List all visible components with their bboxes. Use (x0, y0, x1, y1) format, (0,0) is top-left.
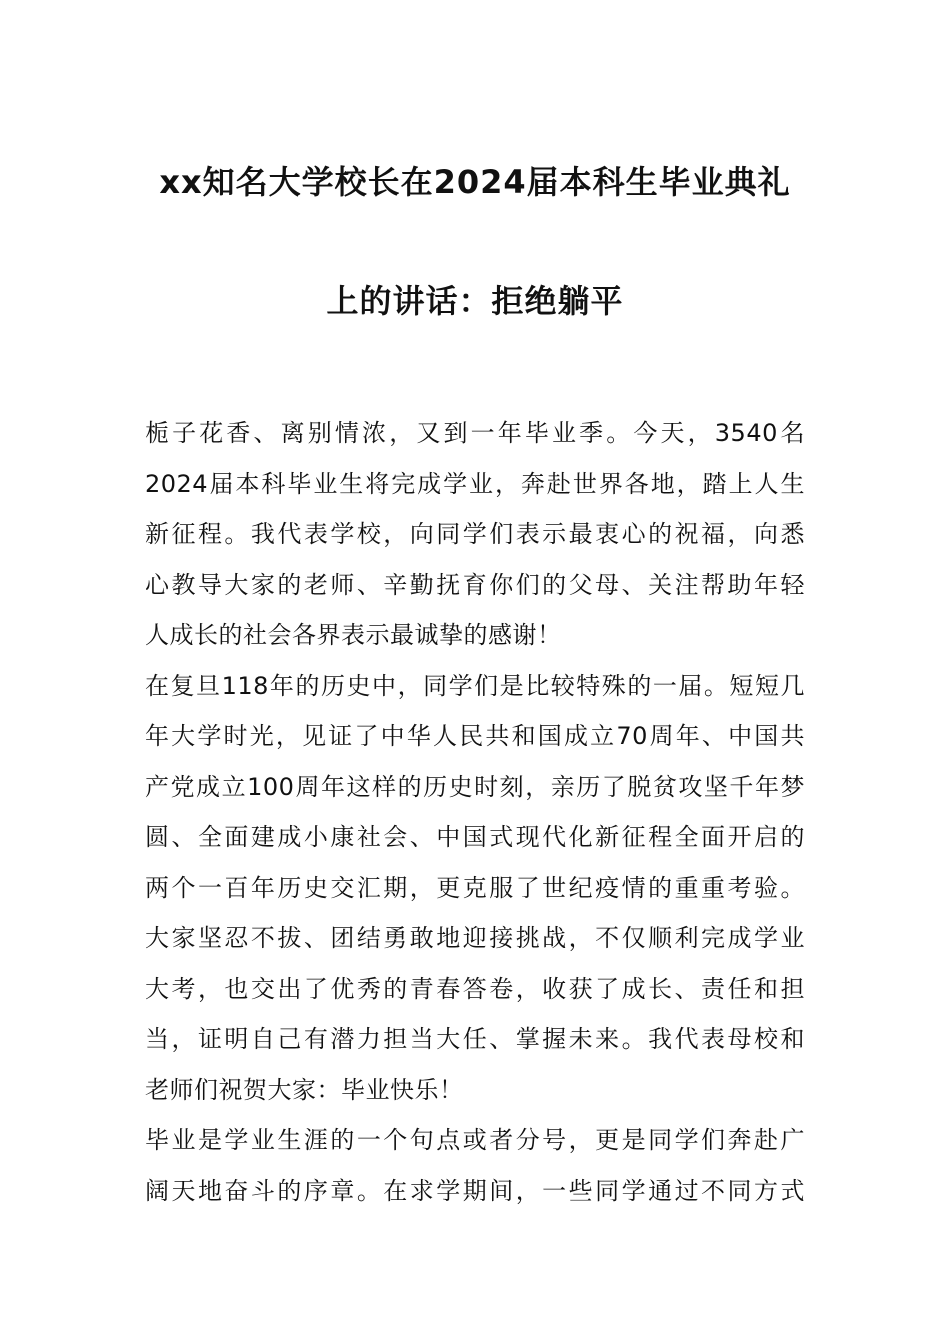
body-line: 两个一百年历史交汇期，更克服了世纪疫情的重重考验。 (145, 873, 805, 902)
document-title-line-2: 上的讲话：拒绝躺平 (326, 282, 624, 320)
body-line: 产党成立100周年这样的历史时刻，亲历了脱贫攻坚千年梦 (145, 772, 805, 801)
document-title-line-1: xx知名大学校长在2024届本科生毕业典礼 (159, 163, 791, 201)
body-line: 在复旦118年的历史中，同学们是比较特殊的一届。短短几 (145, 671, 805, 700)
body-line: 栀子花香、离别情浓，又到一年毕业季。今天，3540名 (145, 419, 805, 447)
body-line: 2024届本科毕业生将完成学业，奔赴世界各地，踏上人生 (145, 469, 805, 498)
body-line: 老师们祝贺大家：毕业快乐！ (145, 1075, 464, 1104)
body-line: 年大学时光，见证了中华人民共和国成立70周年、中国共 (145, 722, 805, 750)
body-line: 新征程。我代表学校，向同学们表示最衷心的祝福，向悉 (145, 520, 805, 548)
body-line: 当，证明自己有潜力担当大任、掌握未来。我代表母校和 (145, 1025, 805, 1053)
body-line: 大考，也交出了优秀的青春答卷，收获了成长、责任和担 (145, 974, 805, 1003)
document-body (145, 408, 805, 1216)
body-line: 毕业是学业生涯的一个句点或者分号，更是同学们奔赴广 (145, 1126, 805, 1154)
body-line: 心教导大家的老师、辛勤抚育你们的父母、关注帮助年轻 (145, 570, 805, 599)
body-line: 人成长的社会各界表示最诚挚的感谢！ (145, 621, 562, 649)
body-line: 大家坚忍不拔、团结勇敢地迎接挑战，不仅顺利完成学业 (145, 924, 805, 952)
body-line: 圆、全面建成小康社会、中国式现代化新征程全面开启的 (145, 823, 805, 851)
body-line: 阔天地奋斗的序章。在求学期间，一些同学通过不同方式 (145, 1176, 805, 1205)
